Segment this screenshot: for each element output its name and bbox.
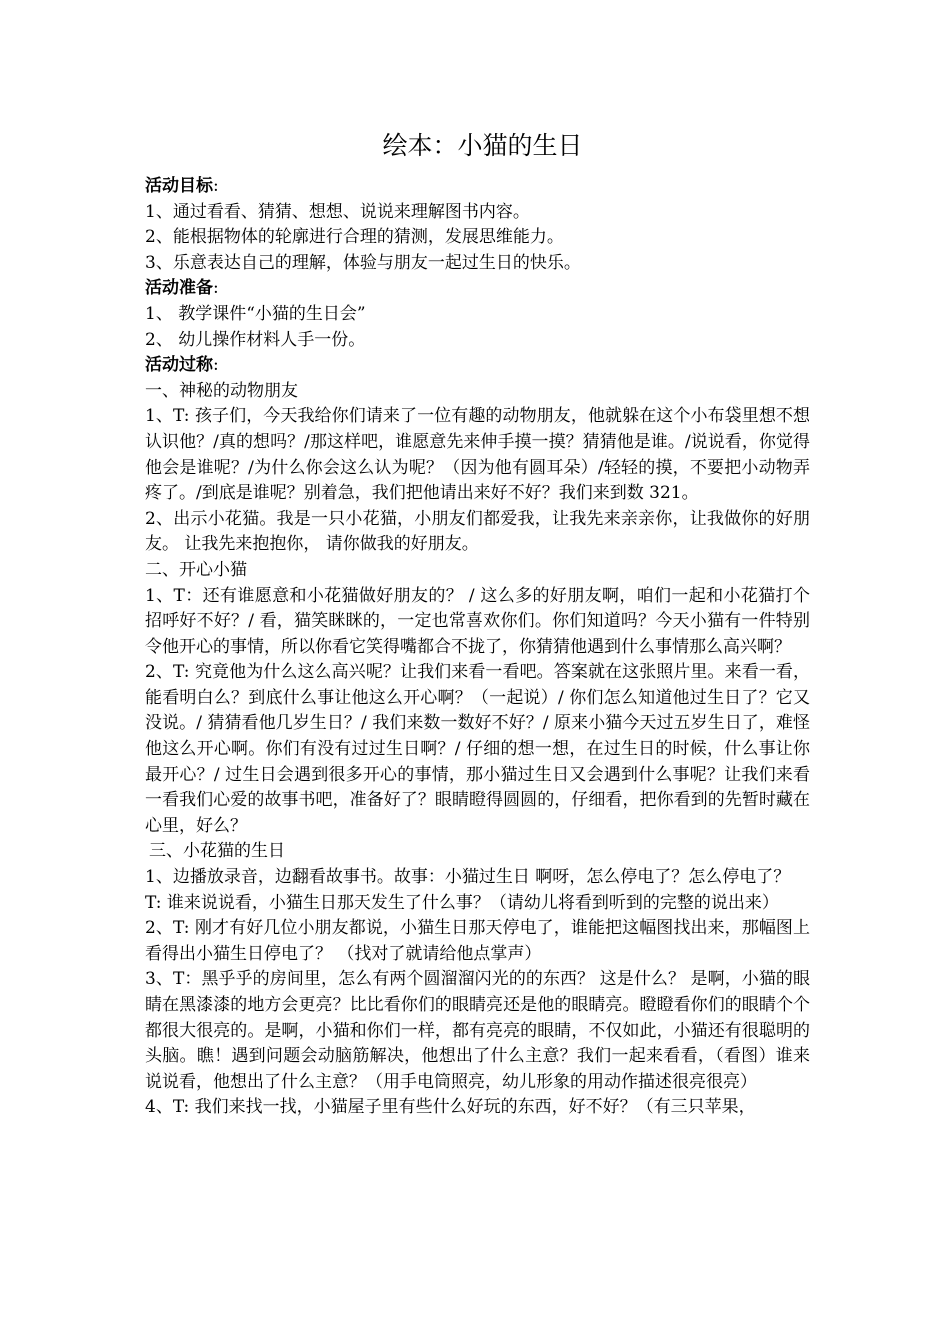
process-paragraph: 1、边播放录音，边翻看故事书。故事：小猫过生日 啊呀，怎么停电了？怎么停电了？ [145,867,791,888]
process-paragraph: 3、T：黑乎乎的房间里，怎么有两个圆溜溜闪光的的东西？ 这是什么？ 是啊，小猫的眼睛在黑漆漆的地方会更亮？比比看你们的眼睛亮还是他的眼睛亮。瞪瞪看你们的眼睛个个都很大很亮的。是啊，小猫和你们一样，都有亮亮的眼睛，不仅如此，小猫还有很聪明的头脑。瞧！遇到问题会动脑筋解决，他想出了什么主意？我们一起来看看，（看图）谁来说说看，他想出了什么主意？（用手电筒照亮，幼儿形象的用动作描述很亮很亮） [145,969,810,1092]
process-paragraph: 2、T: 刚才有好几位小朋友都说，小猫生日那天停电了，谁能把这幅图找出来，那幅图上看得出小猫生日停电了？ （找对了就请给他点掌声） [145,918,810,964]
process-heading-text: 活动过称 [145,355,213,376]
process-subheading-1: 一、神秘的动物朋友 [145,380,298,401]
goals-heading-text: 活动目标 [145,176,213,196]
goal-item: 3、乐意表达自己的理解，体验与朋友一起过生日的快乐。 [145,252,581,273]
prep-item: 2、 幼儿操作材料人手一份。 [145,329,366,350]
process-paragraph: 2、T: 究竟他为什么这么高兴呢？让我们来看一看吧。答案就在这张照片里。来看一看，能看明白么？到底什么事让他这么开心啊？（一起说）/ 你们怎么知道他过生日了？它又没说。/ 猜猜看他几岁生日？/ 我们来数一数好不好？/ 原来小猫今天过五岁生日了，难怪他这么开心啊。你们有没有过过生日啊？/ 仔细的想一想，在过生日的时候，什么事让你最开心？/ 过生日会遇到很多开心的事情，那小猫过生日又会遇到什么事呢？让我们来看一看我们心爱的故事书吧，准备好了？眼睛瞪得圆圆的，仔细看，把你看到的先暂时藏在心里，好么？ [145,662,810,836]
process-paragraph: 1、T: 孩子们，今天我给你们请来了一位有趣的动物朋友，他就躲在这个小布袋里想不想认识他？/真的想吗？/那这样吧，谁愿意先来伸手摸一摸？猜猜他是谁。/说说看，你觉得他会是谁呢？/为什么你会这么认为呢？（因为他有圆耳朵）/轻轻的摸，不要把小动物弄疼了。/到底是谁呢？别着急，我们把他请出来好不好？我们来到数 321。 [145,406,810,504]
document-title: 绘本：小猫的生日 [382,131,583,160]
goal-item: 2、能根据物体的轮廓进行合理的猜测，发展思维能力。 [145,227,564,248]
process-paragraph: 4、T: 我们来找一找，小猫屋子里有些什么好玩的东西，好不好？（有三只苹果， [145,1097,756,1118]
process-paragraph: 1、T：还有谁愿意和小花猫做好朋友的？ / 这么多的好朋友啊，咱们一起和小花猫打个招呼好不好？/ 看，猫笑眯眯的，一定也常喜欢你们。你们知道吗？今天小猫有一件特别令他开心的事情，所以你看它笑得嘴都合不拢了，你猜猜他遇到什么事情那么高兴啊？ [145,585,810,657]
prep-item: 1、 教学课件“小猫的生日会” [145,303,366,324]
process-paragraph: T: 谁来说说看，小猫生日那天发生了什么事？（请幼儿将看到听到的完整的说出来） [145,892,779,913]
process-paragraph: 2、出示小花猫。我是一只小花猫，小朋友们都爱我，让我先来亲亲你，让我做你的好朋友。 让我先来抱抱你， 请你做我的好朋友。 [145,508,810,555]
prep-heading-text: 活动准备 [145,278,213,299]
process-subheading-2: 二、开心小猫 [145,559,247,580]
prep-heading: 活动准备: [145,278,219,299]
document-body [145,128,810,1121]
goals-heading: 活动目标: [145,176,219,196]
process-heading: 活动过称: [145,355,219,376]
process-subheading-3: 三、小花猫的生日 [149,841,285,862]
goal-item: 1、通过看看、猜猜、想想、说说来理解图书内容。 [145,201,530,222]
